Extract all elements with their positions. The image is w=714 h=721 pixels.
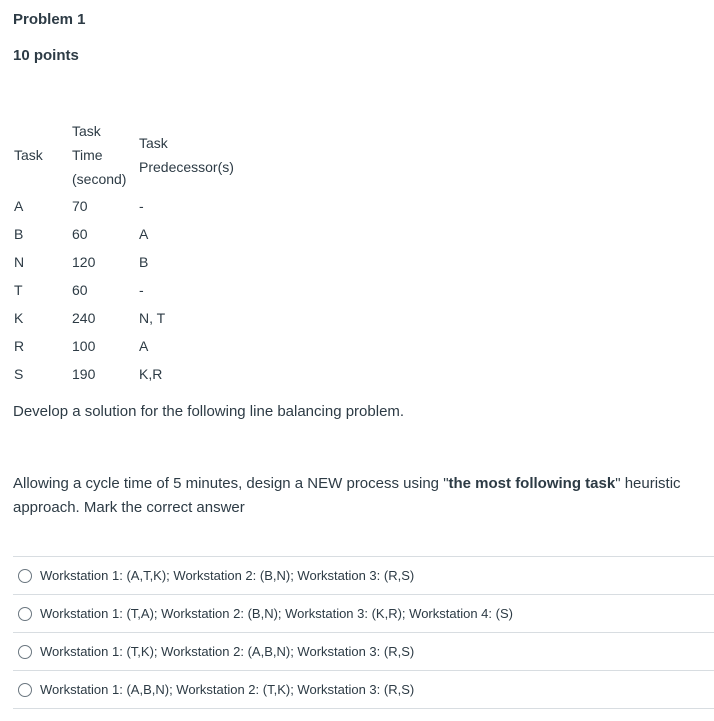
question-text-pre: Allowing a cycle time of 5 minutes, design a NEW process using " [13,475,449,492]
cell-pred: A [139,226,149,242]
cell-pred: - [139,198,144,214]
table-row [14,192,259,220]
table-row [14,304,259,332]
answer-option-1[interactable] [13,557,714,595]
cell-task: K [14,310,24,326]
cell-time: 70 [72,198,88,214]
cell-time: 120 [72,254,96,270]
cell-time: 60 [72,226,88,242]
answer-option-label: Workstation 1: (A,T,K); Workstation 2: (B,N); Workstation 3: (R,S) [40,568,415,583]
header-pred-line2: Predecessor(s) [139,159,234,175]
table-row [14,248,259,276]
cell-pred: A [139,338,149,354]
cell-task: A [14,198,24,214]
radio-button-icon[interactable] [18,645,32,659]
problem-statement: Develop a solution for the following line balancing problem. [13,403,405,420]
cell-time: 60 [72,282,88,298]
question-text-bold: the most following task [448,475,616,492]
answer-option-3[interactable] [13,633,714,671]
cell-pred: N, T [139,310,166,326]
task-table [14,118,259,388]
radio-button-icon[interactable] [18,607,32,621]
header-time-line1: Task [72,123,101,139]
answer-options [13,556,714,709]
points-label: 10 points [13,47,79,64]
cell-pred: - [139,282,144,298]
question-text-post: " heuristic approach. Mark the correct answer [13,475,681,516]
table-row [14,276,259,304]
answer-option-label: Workstation 1: (T,K); Workstation 2: (A,B,N); Workstation 3: (R,S) [40,644,415,659]
table-header-row [14,118,259,192]
radio-button-icon[interactable] [18,569,32,583]
header-pred-line1: Task [139,135,168,151]
header-task: Task [14,147,43,163]
cell-task: S [14,366,24,382]
cell-time: 240 [72,310,96,326]
header-task-time [72,118,139,192]
problem-title: Problem 1 [13,11,86,28]
table-row [14,360,259,388]
cell-task: T [14,282,23,298]
cell-time: 100 [72,338,96,354]
cell-pred: K,R [139,366,163,382]
cell-time: 190 [72,366,96,382]
answer-option-label: Workstation 1: (A,B,N); Workstation 2: (T,K); Workstation 3: (R,S) [40,682,415,697]
answer-option-2[interactable] [13,595,714,633]
answer-option-4[interactable] [13,671,714,709]
question-text [13,472,713,520]
cell-task: B [14,226,24,242]
header-time-line2: Time [72,147,103,163]
table-row [14,220,259,248]
answer-option-label: Workstation 1: (T,A); Workstation 2: (B,N); Workstation 3: (K,R); Workstation 4: (S) [40,606,513,621]
radio-button-icon[interactable] [18,683,32,697]
header-time-line3: (second) [72,171,127,187]
cell-task: N [14,254,25,270]
cell-task: R [14,338,25,354]
cell-pred: B [139,254,149,270]
table-row [14,332,259,360]
header-predecessors [139,118,259,192]
